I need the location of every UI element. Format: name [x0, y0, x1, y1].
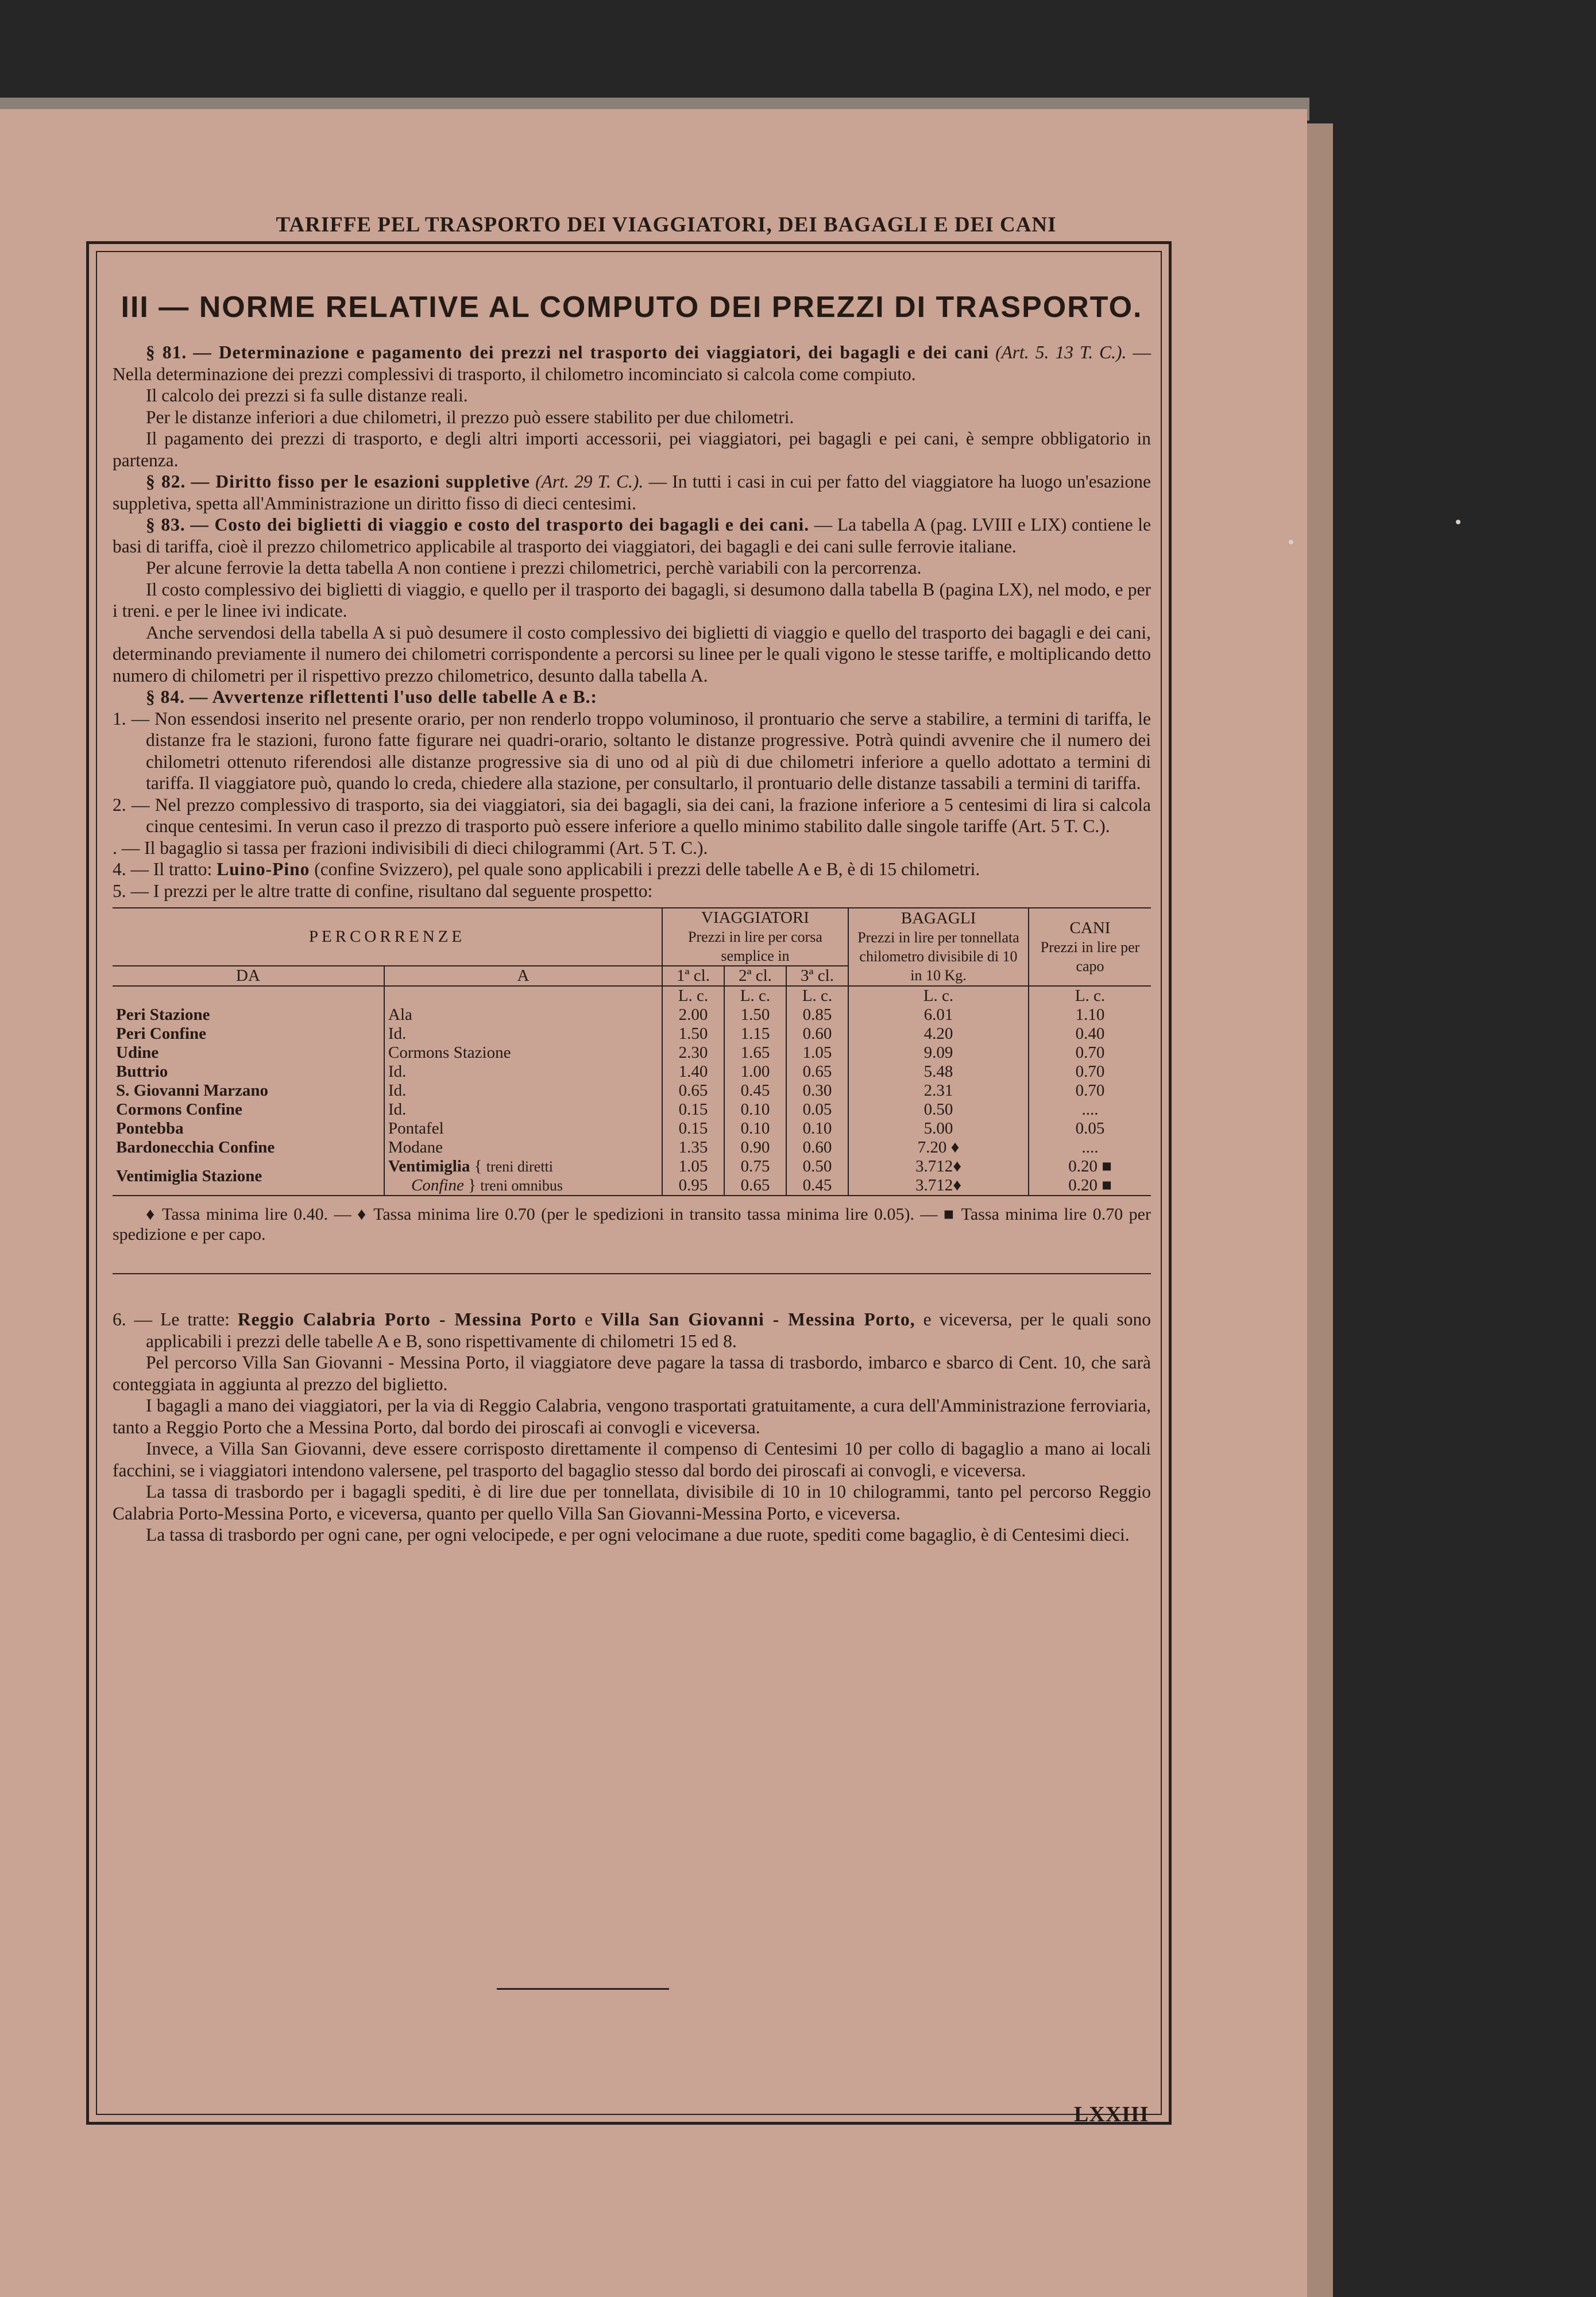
row-cl3: 1.05 [786, 1043, 848, 1062]
s82-paragraph [113, 471, 1151, 514]
s81-number: § 81. [146, 342, 187, 362]
vent-r2-bag: 3.712♦ [848, 1176, 1029, 1196]
table-row [113, 1100, 1151, 1119]
item6-lead: 6. — Le tratte: [113, 1309, 230, 1329]
s81-text: — Nella determinazione dei prezzi complessivi di trasporto, il chilometro incominciato si calcola come compiuto. [113, 342, 1151, 384]
border-tariff-table [113, 907, 1151, 1196]
table-row [113, 1138, 1151, 1157]
row-bagagli: 5.48 [848, 1062, 1029, 1081]
vent-r1-cani: 0.20 ■ [1029, 1157, 1151, 1176]
row-cl1: 0.15 [662, 1100, 724, 1119]
header-bagagli-sub: Prezzi in lire per tonnellata chilometro divisibile di 10 in 10 Kg. [857, 929, 1019, 984]
header-da: DA [113, 966, 384, 986]
header-cani [1029, 908, 1151, 986]
row-cl3: 0.05 [786, 1100, 848, 1119]
header-cani-label: CANI [1069, 918, 1111, 937]
row-to: Modane [384, 1138, 662, 1157]
row-from: Peri Confine [116, 1024, 207, 1043]
row-to: Cormons Stazione [384, 1043, 662, 1062]
s84-paragraph [113, 686, 1151, 708]
unit-cell: L. c. [724, 986, 786, 1006]
row-cl1: 0.15 [662, 1119, 724, 1138]
row-to: Id. [384, 1024, 662, 1043]
s82-number: § 82. [146, 471, 186, 492]
units-blank [384, 986, 662, 1006]
p6a: Pel percorso Villa San Giovanni - Messina Porto, il viaggiatore deve pagare la tassa di trasbordo, imbarco e sbarco di Cent. 10, che sarà conteggiata in aggiunta al prezzo del biglietto. [113, 1352, 1151, 1394]
row-cani: 0.70 [1029, 1081, 1151, 1100]
end-rule [497, 1988, 669, 1990]
s83-text: — La tabella A (pag. LVIII e LIX) contiene le basi di tariffa, cioè il prezzo chilometrico applicabile al trasporto dei viaggiatori, dei bagagli e dei cani sulle ferrovie italiane. [113, 515, 1151, 556]
unit-cell: L. c. [848, 986, 1029, 1006]
ventimiglia-to-1: Ventimiglia { treni diretti [384, 1157, 662, 1176]
ventimiglia-confine: Confine [411, 1176, 464, 1194]
row-cl1: 0.65 [662, 1081, 724, 1100]
ventimiglia-to-label: Ventimiglia [388, 1157, 470, 1175]
table-row [113, 1006, 1151, 1024]
row-bagagli: 7.20 ♦ [848, 1138, 1029, 1157]
item6-route-2: Villa San Giovanni - Messina Porto, [601, 1309, 915, 1329]
row-cl2: 1.00 [724, 1062, 786, 1081]
vent-r1-c2: 0.75 [724, 1157, 786, 1176]
row-cani: 0.70 [1029, 1043, 1151, 1062]
unit-cell: L. c. [786, 986, 848, 1006]
table-row [113, 1081, 1151, 1100]
table-row [113, 1024, 1151, 1043]
vent-r1-c3: 0.50 [786, 1157, 848, 1176]
row-cl3: 0.60 [786, 1024, 848, 1043]
s81-ref: (Art. 5. 13 T. C.). [995, 342, 1127, 362]
row-cl3: 0.30 [786, 1081, 848, 1100]
s84-heading: — Avvertenze riflettenti l'uso delle tabelle A e B.: [189, 687, 598, 707]
item6-route-1: Reggio Calabria Porto - Messina Porto [237, 1309, 577, 1329]
s83-heading: — Costo dei biglietti di viaggio e costo del trasporto dei bagagli e dei cani. [190, 515, 810, 535]
unit-cell: L. c. [662, 986, 724, 1006]
item4-lead: 4. — Il tratto: [113, 859, 212, 879]
header-percorrenze: PERCORRENZE [308, 927, 466, 946]
content [113, 290, 1151, 1546]
s83-paragraph [113, 514, 1151, 557]
row-from: Pontebba [116, 1119, 184, 1138]
row-from: Peri Stazione [116, 1006, 210, 1024]
row-cani: 0.40 [1029, 1024, 1151, 1043]
row-cl1: 2.30 [662, 1043, 724, 1062]
row-cl2: 0.45 [724, 1081, 786, 1100]
vent-r1-c1: 1.05 [662, 1157, 724, 1176]
unit-cell: L. c. [1029, 986, 1151, 1006]
vent-r2-c1: 0.95 [662, 1176, 724, 1196]
page-edge-strip [1307, 123, 1333, 2297]
row-cl3: 0.65 [786, 1062, 848, 1081]
item6-text: e viceversa, per le quali sono applicabili i prezzi delle tabelle A e B, sono rispettivamente di chilometri 15 ed 8. [146, 1309, 1151, 1351]
header-cl3: 3ª cl. [786, 966, 848, 986]
s82-heading: — Diritto fisso per le esazioni suppletive [191, 471, 530, 492]
s81-p3: Per le distanze inferiori a due chilometri, il prezzo può essere stabilito per due chilometri. [146, 407, 794, 427]
row-bagagli: 6.01 [848, 1006, 1029, 1024]
row-cl3: 0.10 [786, 1119, 848, 1138]
row-cl3: 0.60 [786, 1138, 848, 1157]
s84-item-1: 1. — Non essendosi inserito nel presente orario, per non renderlo troppo voluminoso, il prontuario che serve a stabilire, a termini di tariffa, le distanze fra le stazioni, furono fatte figurare nei quadri-orario, soltanto le distanze progressive. Potrà quindi avvenire che il numero dei chilometri ottenuto riferendosi alle distanze progressive sia di uno od al più di due chilometri inferiore a quello adottato a termini di tariffa. Il viaggiatore può, quando lo creda, chiedere alla stazione, per consultarlo, il prontuario delle distanze tassabili a termini di tariffa. [113, 708, 1151, 793]
running-head: TARIFFE PEL TRASPORTO DEI VIAGGIATORI, DEI BAGAGLI E DEI CANI [276, 213, 1057, 237]
p6e: La tassa di trasbordo per ogni cane, per ogni velocipede, e per ogni velocimane a due ruote, spediti come bagaglio, è di Centesimi dieci. [146, 1525, 1130, 1545]
row-bagagli: 0.50 [848, 1100, 1029, 1119]
row-cl1: 1.40 [662, 1062, 724, 1081]
s84-item-2: 2. — Nel prezzo complessivo di trasporto, sia dei viaggiatori, sia dei bagagli, sia dei cani, la frazione inferiore a 5 centesimi di lira si calcola cinque centesimi. In verun caso il prezzo di trasporto può essere inferiore a quello minimo stabilito dalle singole tariffe (Art. 5 T. C.). [113, 794, 1151, 836]
row-cl1: 2.00 [662, 1006, 724, 1024]
s83-p2: Per alcune ferrovie la detta tabella A non contiene i prezzi chilometrici, perchè variabili con la percorrenza. [146, 558, 922, 578]
p6b: I bagagli a mano dei viaggiatori, per la via di Reggio Calabria, vengono trasportati gratuitamente, a cura dell'Amministrazione ferroviaria, tanto a Reggio Porto che a Messina Porto, dal bordo dei piroscafi ai convogli e viceversa. [113, 1395, 1151, 1437]
header-a: A [384, 966, 662, 986]
row-bagagli: 2.31 [848, 1081, 1029, 1100]
row-to: Id. [384, 1100, 662, 1119]
row-to: Pontafel [384, 1119, 662, 1138]
row-cl2: 0.10 [724, 1100, 786, 1119]
s84-item-5: 5. — I prezzi per le altre tratte di confine, risultano dal seguente prospetto: [113, 880, 653, 901]
table-row [113, 1119, 1151, 1138]
s83-p3: Il costo complessivo dei biglietti di viaggio, e quello per il trasporto dei bagagli, si desumono dalla tabella B (pagina LX), nel modo, e per i treni. e per le linee ivi indicate. [113, 579, 1151, 621]
page-number: LXXIII [1074, 2102, 1149, 2126]
row-from: S. Giovanni Marzano [116, 1081, 269, 1100]
ventimiglia-treni-omnibus: treni omnibus [480, 1177, 563, 1194]
row-cl3: 0.85 [786, 1006, 848, 1024]
row-cani: 0.70 [1029, 1062, 1151, 1081]
s81-heading: — Determinazione e pagamento dei prezzi nel trasporto dei viaggiatori, dei bagagli e dei cani [193, 342, 989, 362]
row-to: Id. [384, 1062, 662, 1081]
item-6 [113, 1309, 1151, 1352]
row-cani: .... [1029, 1100, 1151, 1119]
row-from: Buttrio [116, 1062, 168, 1081]
speck [1289, 540, 1293, 544]
row-cl1: 1.35 [662, 1138, 724, 1157]
item4-route: Luino-Pino [217, 859, 310, 879]
table-row-ventimiglia-1 [113, 1157, 1151, 1176]
header-viaggiatori [662, 908, 848, 966]
ventimiglia-to-2: Confine } treni omnibus [384, 1176, 662, 1196]
table-row [113, 1062, 1151, 1081]
s83-number: § 83. [146, 515, 186, 535]
header-bagagli [848, 908, 1029, 986]
row-from: Bardonecchia Confine [116, 1138, 275, 1157]
section-title: III — NORME RELATIVE AL COMPUTO DEI PREZZI DI TRASPORTO. [121, 291, 1143, 324]
section-separator [113, 1273, 1151, 1274]
row-from: Cormons Confine [116, 1100, 242, 1119]
header-viaggiatori-sub: Prezzi in lire per corsa semplice in [688, 929, 822, 964]
vent-r1-bag: 3.712♦ [848, 1157, 1029, 1176]
item4-text: (confine Svizzero), pel quale sono applicabili i prezzi delle tabelle A e B, è di 15 chilometri. [314, 859, 980, 879]
row-cani: 1.10 [1029, 1006, 1151, 1024]
row-cl2: 1.65 [724, 1043, 786, 1062]
s82-text: — In tutti i casi in cui per fatto del viaggiatore ha luogo un'esazione suppletiva, spetta all'Amministrazione un diritto fisso di dieci centesimi. [113, 471, 1151, 513]
vent-r2-c2: 0.65 [724, 1176, 786, 1196]
row-to: Id. [384, 1081, 662, 1100]
row-bagagli: 9.09 [848, 1043, 1029, 1062]
s81-paragraph [113, 342, 1151, 385]
header-cl2: 2ª cl. [724, 966, 786, 986]
vent-r2-c3: 0.45 [786, 1176, 848, 1196]
s83-p4: Anche servendosi della tabella A si può desumere il costo complessivo dei biglietti di viaggio e quello del trasporto dei bagagli e dei cani, determinando previamente il numero dei chilometri corrispondente a percorsi su linee per le quali vigono le stesse tariffe, e moltiplicando detto numero di chilometri per il rispettivo prezzo chilometrico, desunto dalla tabella A. [113, 622, 1151, 686]
row-cl1: 1.50 [662, 1024, 724, 1043]
p6d: La tassa di trasbordo per i bagagli spediti, è di lire due per tonnellata, divisibile di 10 in 10 chilogrammi, tanto pel percorso Reggio Calabria Porto-Messina Porto, e viceversa, quanto per quello Villa San Giovanni-Messina Porto, e viceversa. [113, 1482, 1151, 1523]
table-notes: ♦ Tassa minima lire 0.40. — ♦ Tassa minima lire 0.70 (per le spedizioni in transito tassa minima lire 0.05). — ■ Tassa minima lire 0.70 per spedizione e per capo. [113, 1205, 1151, 1244]
s84-number: § 84. [146, 687, 185, 707]
row-bagagli: 5.00 [848, 1119, 1029, 1138]
s81-p2: Il calcolo dei prezzi si fa sulle distanze reali. [146, 385, 468, 405]
row-bagagli: 4.20 [848, 1024, 1029, 1043]
item6-and: e [584, 1309, 593, 1329]
table-units-row [113, 986, 1151, 1006]
row-cani: .... [1029, 1138, 1151, 1157]
s84-item-4 [113, 859, 1151, 880]
row-cl2: 0.90 [724, 1138, 786, 1157]
units-blank [113, 986, 384, 1006]
ventimiglia-from: Ventimiglia Stazione [113, 1157, 384, 1196]
row-to: Ala [384, 1006, 662, 1024]
row-cl2: 0.10 [724, 1119, 786, 1138]
row-cl2: 1.15 [724, 1024, 786, 1043]
row-cani: 0.05 [1029, 1119, 1151, 1138]
vent-r2-cani: 0.20 ■ [1029, 1176, 1151, 1196]
row-cl2: 1.50 [724, 1006, 786, 1024]
header-bagagli-label: BAGAGLI [901, 909, 976, 927]
table-row [113, 1043, 1151, 1062]
header-cl1: 1ª cl. [662, 966, 724, 986]
p6c: Invece, a Villa San Giovanni, deve essere corrisposto direttamente il compenso di Centesimi 10 per collo di bagaglio a mano ai locali facchini, se i viaggiatori intendono valersene, pel trasporto del bagaglio stesso dal bordo dei piroscafi ai convogli, e viceversa. [113, 1438, 1151, 1480]
s82-ref: (Art. 29 T. C.). [535, 471, 644, 492]
s81-p4: Il pagamento dei prezzi di trasporto, e degli altri importi accessorii, pei viaggiatori, pei bagagli e pei cani, è sempre obbligatorio in partenza. [113, 428, 1151, 470]
row-from: Udine [116, 1043, 159, 1062]
ventimiglia-treni-diretti: treni diretti [486, 1158, 553, 1175]
header-cani-sub: Prezzi in lire per capo [1040, 938, 1140, 975]
header-viaggiatori-label: VIAGGIATORI [701, 908, 809, 927]
s84-item-3: . — Il bagaglio si tassa per frazioni indivisibili di dieci chilogrammi (Art. 5 T. C.). [113, 837, 708, 858]
speck [1456, 520, 1460, 524]
